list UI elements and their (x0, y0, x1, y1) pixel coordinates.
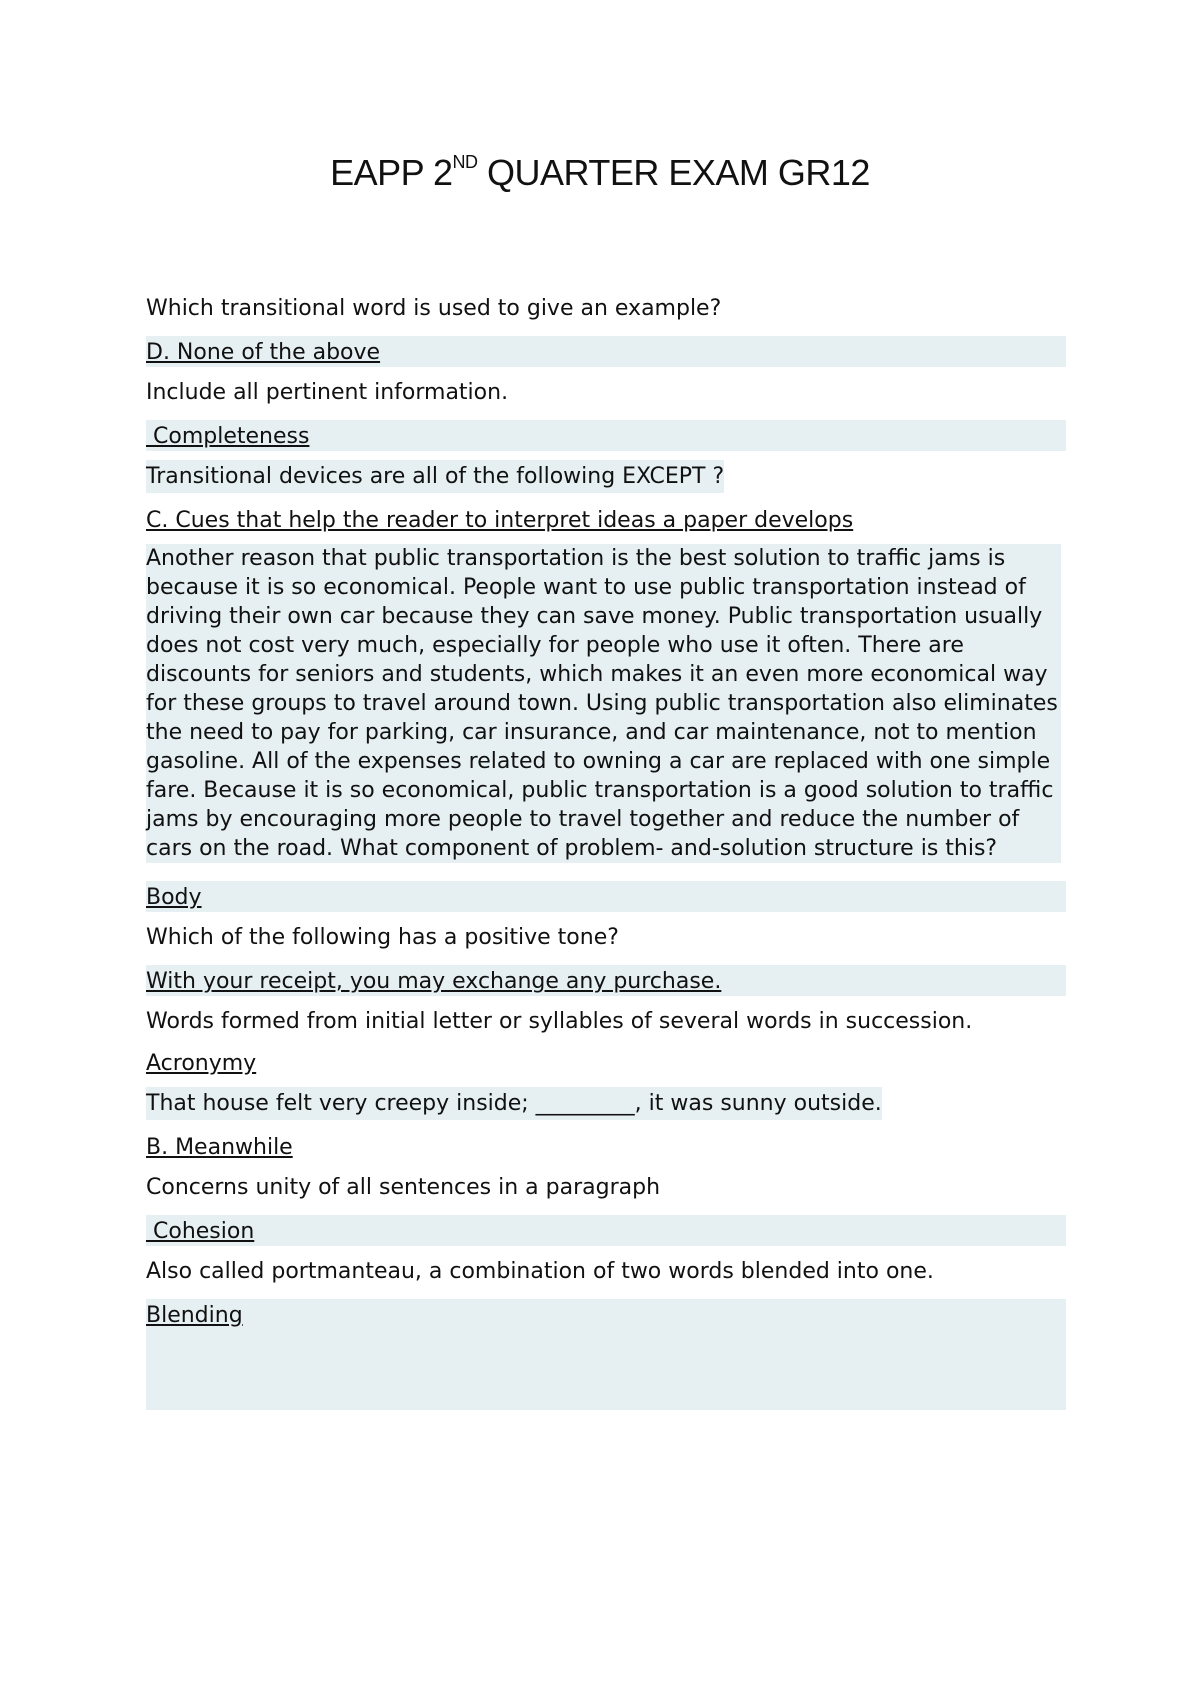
answer-text: D. None of the above (146, 336, 1066, 367)
question-text: Words formed from initial letter or syllables of several words in succession. (146, 1009, 973, 1034)
answer-text: Cohesion (146, 1215, 1066, 1246)
question-text: Which transitional word is used to give an example? (146, 296, 722, 321)
page-title (0, 152, 1200, 194)
answer-text: C. Cues that help the reader to interpret ideas a paper develops (146, 504, 1066, 535)
question-text: Transitional devices are all of the following EXCEPT ? (146, 460, 724, 493)
question-text: Include all pertinent information. (146, 380, 509, 405)
title-superscript: ND (452, 152, 478, 172)
title-prefix: EAPP 2 (330, 152, 453, 193)
passage-question: Another reason that public transportation is the best solution to traffic jams is because it is so economical. People want to use public transportation instead of driving their own car because they can save money. Public transportation usually does not cost very much, especially for people who use it often. There are discounts for seniors and students, which makes it an even more economical way for these groups to travel around town. Using public transportation also eliminates the need to pay for parking, car insurance, and car maintenance, not to mention gasoline. All of the expenses related to owning a car are replaced with one simple fare. Because it is so economical, public transportation is a good solution to traffic jams by encouraging more people to travel together and reduce the number of cars on the road. What component of problem- and-solution structure is this? (146, 544, 1061, 863)
question-text: Which of the following has a positive tone? (146, 925, 619, 950)
answer-text: Acronymy (146, 1047, 1066, 1078)
question-text: Also called portmanteau, a combination of two words blended into one. (146, 1259, 934, 1284)
shaded-answer-space (146, 1330, 1066, 1410)
question-text: Concerns unity of all sentences in a paragraph (146, 1175, 661, 1200)
question-list (146, 292, 1066, 1410)
question-text: That house felt very creepy inside; _________, it was sunny outside. (146, 1087, 882, 1120)
answer-text: B. Meanwhile (146, 1131, 1066, 1162)
title-suffix: QUARTER EXAM GR12 (477, 152, 870, 193)
answer-text: Blending (146, 1299, 1066, 1330)
answer-text: Body (146, 881, 1066, 912)
answer-text: With your receipt, you may exchange any purchase. (146, 965, 1066, 996)
answer-text: Completeness (146, 420, 1066, 451)
